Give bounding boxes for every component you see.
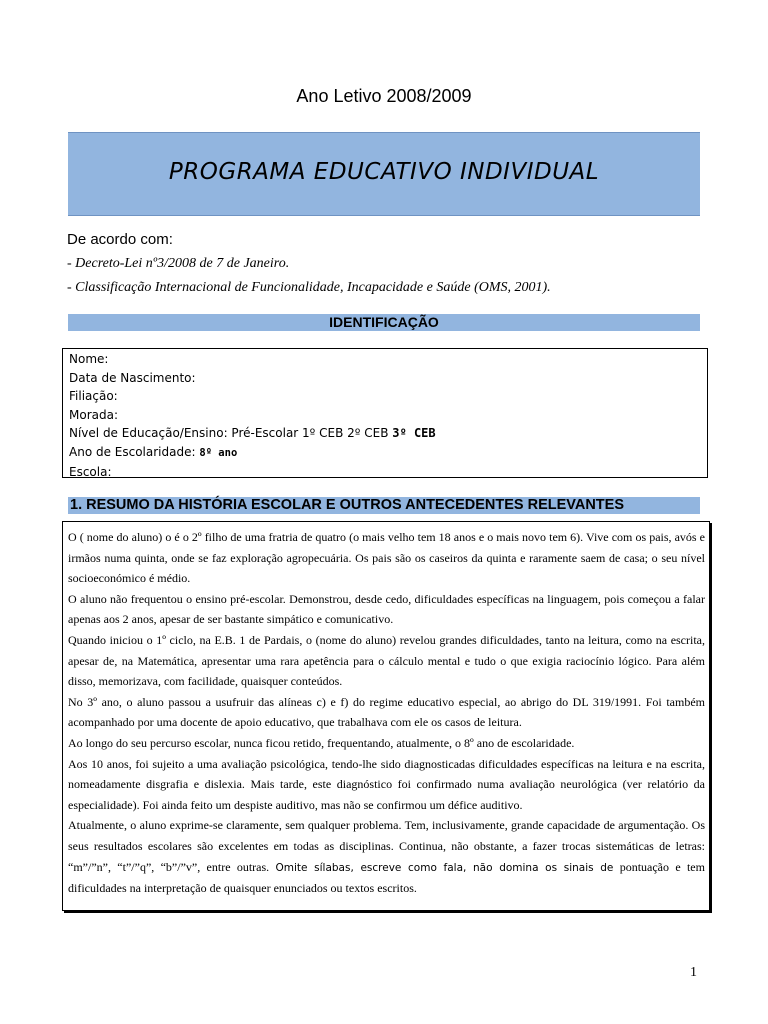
school-year: Ano Letivo 2008/2009: [296, 86, 472, 106]
field-birth-date: Data de Nascimento:: [69, 370, 196, 385]
according-heading: De acordo com:: [67, 231, 173, 248]
history-paragraph: No 3º ano, o aluno passou a usufruir das alíneas c) e f) do regime educativo especial, ao abrigo do DL 319/1991. Foi também acompanhado por uma docente de apoio educativo, que trabalhava com ele os casos de leitura.: [68, 694, 705, 730]
field-education-level: [69, 424, 707, 443]
education-level-selected: 3º CEB: [392, 426, 436, 441]
history-paragraph: O ( nome do aluno) o é o 2º filho de uma fratria de quatro (o mais velho tem 18 anos e o mais novo tem 6). Vive com os pais, avós e irmãos numa quinta, onde se faz exploração agropecuária. Os pais são os caseiros da quinta e raramente saem de casa; o seu nível socioeconómico é médio.: [68, 530, 705, 586]
grade-label: Ano de Escolaridade:: [69, 444, 200, 459]
identification-box: [62, 348, 708, 478]
page-number: 1: [690, 965, 697, 980]
history-text: Atualmente, o aluno exprime-se claramente, sem qualquer problema. Tem, inclusivamente, grande capacidade de argumentação. Os seus resultados escolares são excelentes em todas as disciplinas. Continua, não obstante, a fazer trocas sistemáticas de letras: “m”/”n”, “t”/”q”, “b”/”v”, entre outras.: [68, 818, 705, 874]
history-heading: 1. RESUMO DA HISTÓRIA ESCOLAR E OUTROS ANTECEDENTES RELEVANTES: [68, 497, 700, 514]
history-box: [62, 521, 710, 911]
legal-reference-decree: - Decreto-Lei nº3/2008 de 7 de Janeiro.: [67, 256, 290, 271]
history-paragraph: Quando iniciou o 1º ciclo, na E.B. 1 de Pardais, o (nome do aluno) revelou grandes dificuldades, tanto na leitura, como na escrita, apesar de, na Matemática, apresentar uma rara apetência para o cálculo mental e tudo o que exigia raciocínio lógico. Para além disso, memorizava, com facilidade, quaisquer conteúdos.: [68, 632, 705, 689]
history-text: pontuação e tem dificuldades na interpretação de quaisquer enunciados ou textos escritos.: [68, 859, 705, 896]
education-level-label: Nível de Educação/Ensino: Pré-Escolar 1º CEB 2º CEB: [69, 426, 393, 441]
identification-heading: IDENTIFICAÇÃO: [68, 314, 700, 331]
field-parents: Filiação:: [69, 389, 118, 404]
document-title: PROGRAMA EDUCATIVO INDIVIDUAL: [168, 159, 600, 185]
field-grade: [69, 443, 707, 463]
history-paragraph: [68, 815, 705, 898]
title-banner: [68, 132, 700, 216]
history-paragraph: Aos 10 anos, foi sujeito a uma avaliação psicológica, tendo-lhe sido diagnosticadas dificuldades específicas na leitura e na escrita, nomeadamente disgrafia e dislexia. Mais tarde, este diagnóstico foi confirmado numa avaliação neurológica (ver relatório da especialidade). Foi ainda feito um despiste auditivo, mas não se confirmou um défice auditivo.: [68, 756, 705, 812]
history-paragraph: Ao longo do seu percurso escolar, nunca ficou retido, frequentando, atualmente, o 8º ano de escolaridade.: [68, 735, 575, 750]
history-text: Omite sílabas, escreve como fala, não domina os sinais de: [275, 861, 614, 874]
history-paragraph: O aluno não frequentou o ensino pré-escolar. Demonstrou, desde cedo, dificuldades específicas na linguagem, pois começou a falar apenas aos 2 anos, apesar de ser bastante simpático e comunicativo.: [68, 591, 705, 627]
legal-reference-cif: - Classificação Internacional de Funcionalidade, Incapacidade e Saúde (OMS, 2001).: [67, 280, 551, 295]
field-name: Nome:: [69, 352, 109, 366]
field-address: Morada:: [69, 407, 118, 422]
field-school: Escola:: [69, 464, 112, 479]
grade-value: 8º ano: [199, 446, 238, 459]
